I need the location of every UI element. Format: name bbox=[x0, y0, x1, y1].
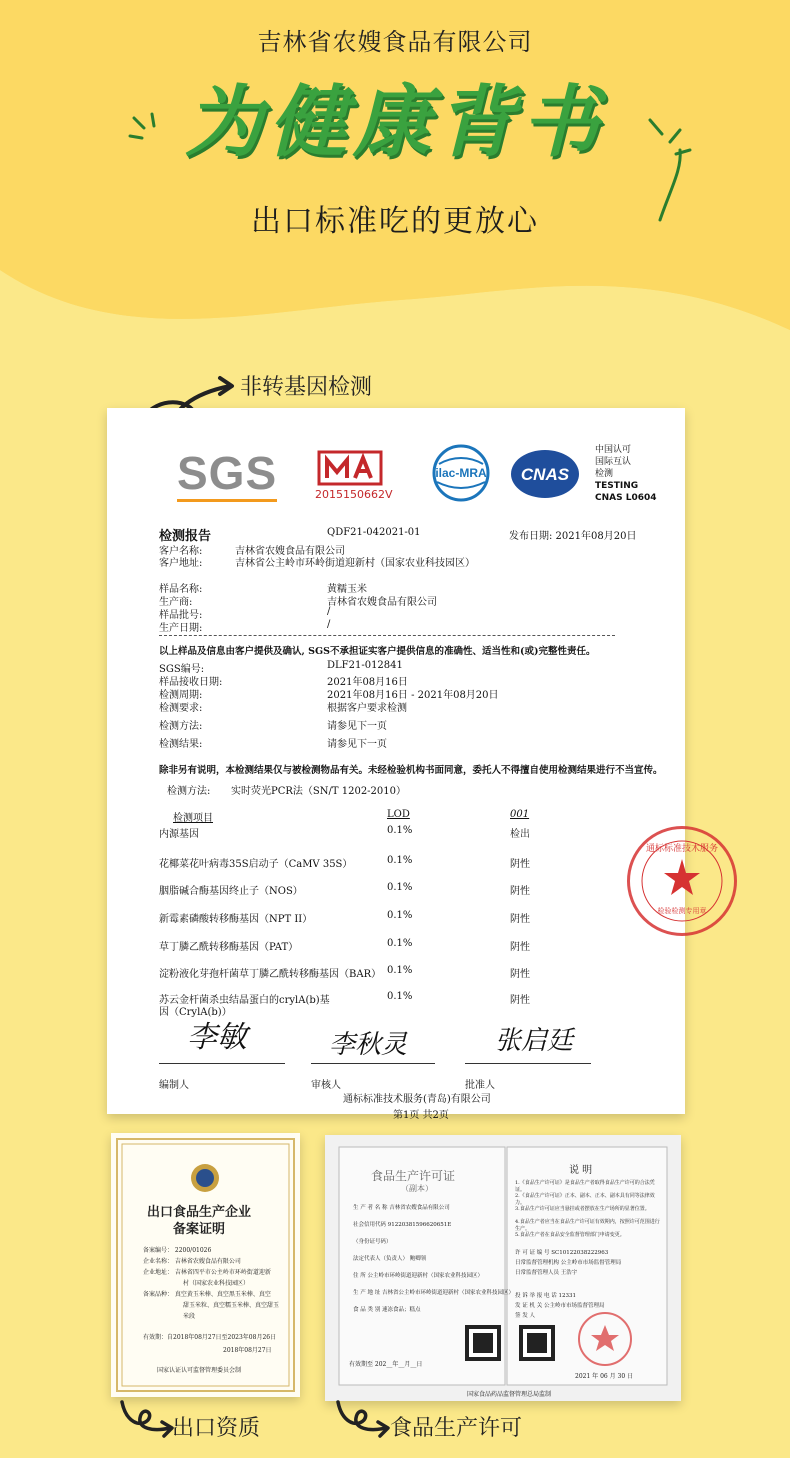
gmo-test-label: 非转基因检测 bbox=[240, 375, 373, 400]
license-cert-org: 日常监督管理机构 公主岭市市场监督管理局 bbox=[515, 1260, 622, 1266]
cnas-text: CNAS bbox=[520, 465, 570, 484]
headline: 为健康背书 bbox=[184, 78, 605, 168]
client-addr: 吉林省公主岭市环岭街道迎新村（国家农业科技园区） bbox=[235, 558, 475, 569]
prepared-label: 编制人 bbox=[159, 1080, 189, 1091]
batch-label: 样品批号: bbox=[159, 610, 203, 621]
license-sign: 签 发 人 bbox=[515, 1313, 535, 1319]
test-lod: 0.1% bbox=[387, 825, 413, 836]
sgs-ref-label: SGS编号: bbox=[159, 664, 205, 675]
cnas-line: 检测 bbox=[595, 469, 614, 479]
license-date: 2021 年 06 月 30 日 bbox=[575, 1373, 634, 1380]
report-title: 检测报告 bbox=[159, 529, 212, 544]
company-name: 吉林省农嫂食品有限公司 bbox=[257, 28, 533, 56]
req: 根据客户要求检测 bbox=[327, 703, 407, 714]
license-field: 食 品 类 别 速冻食品；糕点 bbox=[353, 1307, 421, 1313]
cnas-line: TESTING bbox=[595, 481, 639, 491]
license-field: 生 产 者 名 称 吉林省农嫂食品有限公司 bbox=[353, 1205, 450, 1211]
client-addr-label: 客户地址: bbox=[159, 558, 203, 569]
license-note: 5.食品生产者在食品安全监督管理部门申请变更。 bbox=[515, 1232, 625, 1238]
cert-issuer: 国家认证认可监督管理委员会制 bbox=[157, 1367, 242, 1374]
test-result: 阴性 bbox=[510, 859, 530, 870]
result: 请参见下一页 bbox=[327, 739, 387, 750]
test-result: 阴性 bbox=[510, 969, 530, 980]
test-lod: 0.1% bbox=[387, 938, 413, 949]
signature-prepared: 李敏 bbox=[187, 1020, 247, 1055]
cnas-caption bbox=[595, 444, 657, 504]
notice: 除非另有说明，本检测结果仅与被检测物品有关。未经检验机构书面同意，委托人不得擅自使用检测结果进行不当宣传。 bbox=[159, 765, 663, 776]
producer-label: 生产商: bbox=[159, 597, 193, 608]
export-filing-certificate bbox=[111, 1133, 300, 1397]
license-hotline: 投 诉 举 报 电 话 12331 bbox=[515, 1293, 576, 1299]
test-lod: 0.1% bbox=[387, 910, 413, 921]
received-label: 样品接收日期: bbox=[159, 677, 223, 688]
license-field: 生 产 地 址 吉林省公主岭市环岭街道迎新村（国家农业科技园区） bbox=[353, 1290, 514, 1296]
client-name-label: 客户名称: bbox=[159, 546, 203, 557]
test-report-document bbox=[107, 408, 719, 1121]
report-logos bbox=[177, 444, 677, 504]
batch: / bbox=[327, 606, 331, 617]
test-item: 淀粉液化芽孢杆菌草丁膦乙酰转移酶基因（BAR） bbox=[159, 969, 382, 980]
stamp-sub: 检验检测专用章 bbox=[657, 907, 707, 915]
col-header-result: 001 bbox=[510, 809, 530, 820]
test-item: 苏云金杆菌杀虫结晶蛋白的crylA(b)基 bbox=[159, 995, 330, 1006]
license-note: 1.《食品生产许可证》是食品生产者取得食品生产许可的合法凭证。 bbox=[515, 1180, 655, 1193]
curly-arrow-icon bbox=[334, 1392, 394, 1438]
test-result: 阴性 bbox=[510, 995, 530, 1006]
col-header-item: 检测项目 bbox=[173, 813, 213, 824]
sig-line-2 bbox=[311, 1063, 435, 1064]
export-qualification-label: 出口资质 bbox=[172, 1416, 261, 1441]
cnas-line: CNAS L0604 bbox=[595, 493, 657, 503]
cnas-line: 国际互认 bbox=[595, 457, 632, 467]
report-page: 第1页 共2页 bbox=[393, 1110, 449, 1121]
test-item: 花椰菜花叶病毒35S启动子（CaMV 35S） bbox=[159, 859, 353, 870]
test-result: 检出 bbox=[510, 829, 530, 840]
cert-line: 甜玉米粒、真空糯玉米棒、真空甜玉 bbox=[183, 1302, 280, 1309]
stamp-text: 通标标准技术服务 bbox=[645, 844, 719, 854]
cma-number: 2015150662V bbox=[315, 488, 393, 501]
test-method: 实时荧光PCR法（SN/T 1202-2010） bbox=[231, 786, 407, 797]
test-item: 内源基因 bbox=[159, 829, 199, 840]
test-lod: 0.1% bbox=[387, 882, 413, 893]
test-lod: 0.1% bbox=[387, 965, 413, 976]
license-right-title: 说 明 bbox=[569, 1165, 593, 1176]
col-header-lod: LOD bbox=[387, 809, 410, 820]
cert-title-1: 出口食品生产企业 bbox=[147, 1205, 252, 1220]
license-title: 食品生产许可证 bbox=[371, 1169, 456, 1183]
approved-label: 批准人 bbox=[465, 1080, 495, 1091]
license-note: 2.《食品生产许可证》正本、副本、正本、副本具有同等法律效力。 bbox=[515, 1193, 655, 1206]
license-footer: 国家食品药品监督管理总局监制 bbox=[467, 1391, 552, 1398]
license-note: 4.食品生产者应当在食品生产许可证有效期内，按照许可范围进行生产。 bbox=[515, 1219, 660, 1232]
inspection-stamp bbox=[627, 826, 737, 936]
issue-date: 发布日期: 2021年08月20日 bbox=[509, 531, 637, 542]
license-field: 住 所 公主岭市环岭街道迎新村（国家农业科技园区） bbox=[353, 1273, 483, 1279]
signature-reviewed: 李秋灵 bbox=[329, 1030, 408, 1060]
received: 2021年08月16日 bbox=[327, 677, 408, 688]
cert-line: 村（国家农业科技园区） bbox=[183, 1280, 250, 1287]
cert-line: 企业地址： 吉林省四平市公主岭市环岭街道迎新 bbox=[143, 1269, 271, 1276]
producer: 吉林省农嫂食品有限公司 bbox=[327, 597, 437, 608]
sample-name: 黄糯玉米 bbox=[327, 584, 367, 595]
test-item: 胭脂碱合酶基因终止子（NOS） bbox=[159, 886, 303, 897]
result-label: 检测结果: bbox=[159, 739, 203, 750]
test-result: 阴性 bbox=[510, 914, 530, 925]
method: 请参见下一页 bbox=[327, 721, 387, 732]
disclaimer: 以上样品及信息由客户提供及确认, SGS不承担证实客户提供信息的准确性、适当性和(或)完整性责任。 bbox=[159, 646, 596, 657]
license-issue-org: 发 证 机 关 公主岭市市场监督管理局 bbox=[515, 1303, 605, 1309]
sample-name-label: 样品名称: bbox=[159, 584, 203, 595]
cma-logo bbox=[315, 448, 395, 500]
license-field: 法定代表人（负责人） 鲍卿领 bbox=[353, 1256, 427, 1262]
test-result: 阴性 bbox=[510, 886, 530, 897]
sgs-logo-text: SGS bbox=[177, 447, 278, 499]
curly-arrow-icon bbox=[118, 1392, 178, 1438]
test-lod: 0.1% bbox=[387, 855, 413, 866]
test-method-label: 检测方法: bbox=[167, 786, 211, 797]
divider bbox=[159, 635, 615, 636]
ilac-text: ilac-MRA bbox=[435, 466, 487, 480]
sig-line-1 bbox=[159, 1063, 285, 1064]
license-cert-person: 日常监督管理人员 王浩宇 bbox=[515, 1270, 578, 1276]
test-result: 阴性 bbox=[510, 942, 530, 953]
cert-valid: 有效期：自2018年08月27日至2023年08月26日 bbox=[143, 1334, 277, 1341]
cnas-logo bbox=[509, 448, 581, 500]
license-code: 许 可 证 编 号 SC10122038222963 bbox=[515, 1250, 609, 1256]
sparkle-left-icon bbox=[126, 110, 166, 150]
license-valid: 有效期至 202__年__月__日 bbox=[349, 1361, 423, 1368]
prod-date: / bbox=[327, 619, 331, 630]
method-label: 检测方法: bbox=[159, 721, 203, 732]
license-note: 3.食品生产许可证应当悬挂或者摆放在生产场所的显著位置。 bbox=[515, 1206, 650, 1212]
sgs-logo bbox=[177, 444, 277, 502]
prod-date-label: 生产日期: bbox=[159, 623, 203, 634]
client-name: 吉林省农嫂食品有限公司 bbox=[235, 546, 345, 557]
license-sub: （副本） bbox=[401, 1184, 433, 1193]
food-production-license bbox=[325, 1135, 681, 1401]
production-license-label: 食品生产许可 bbox=[390, 1416, 523, 1441]
wave-divider bbox=[0, 240, 790, 380]
period: 2021年08月16日 - 2021年08月20日 bbox=[327, 690, 499, 701]
ilac-mra-logo bbox=[429, 444, 493, 502]
cert-date: 2018年08月27日 bbox=[223, 1347, 272, 1354]
report-footer: 通标标准技术服务(青岛)有限公司 bbox=[343, 1094, 491, 1105]
test-item-cont: 因（CrylA(b)） bbox=[159, 1007, 232, 1018]
sig-line-3 bbox=[465, 1063, 591, 1064]
subline: 出口标准吃的更放心 bbox=[251, 204, 539, 239]
cert-line: 米段 bbox=[183, 1313, 196, 1320]
cert-title-2: 备案证明 bbox=[173, 1222, 226, 1237]
test-item: 草丁膦乙酰转移酶基因（PAT） bbox=[159, 942, 299, 953]
cnas-line: 中国认可 bbox=[595, 445, 632, 455]
test-lod: 0.1% bbox=[387, 991, 413, 1002]
license-field: 社会信用代码 91220381596620651E bbox=[353, 1222, 452, 1228]
cert-line: 备案品种： 真空黄玉米棒、真空黑玉米棒、真空 bbox=[143, 1291, 271, 1298]
reviewed-label: 审核人 bbox=[311, 1080, 341, 1091]
test-item: 新霉素磷酸转移酶基因（NPT II） bbox=[159, 914, 313, 925]
license-field: （身份证号码） bbox=[353, 1239, 392, 1245]
report-number: QDF21-042021-01 bbox=[327, 527, 421, 538]
period-label: 检测周期: bbox=[159, 690, 203, 701]
req-label: 检测要求: bbox=[159, 703, 203, 714]
cert-line: 企业名称： 吉林省农嫂食品有限公司 bbox=[143, 1258, 241, 1265]
cert-line: 备案编号： 2200/01026 bbox=[143, 1247, 212, 1254]
signature-approved: 张启廷 bbox=[495, 1026, 574, 1056]
certificate-border bbox=[111, 1133, 300, 1397]
sgs-ref: DLF21-012841 bbox=[327, 660, 403, 671]
